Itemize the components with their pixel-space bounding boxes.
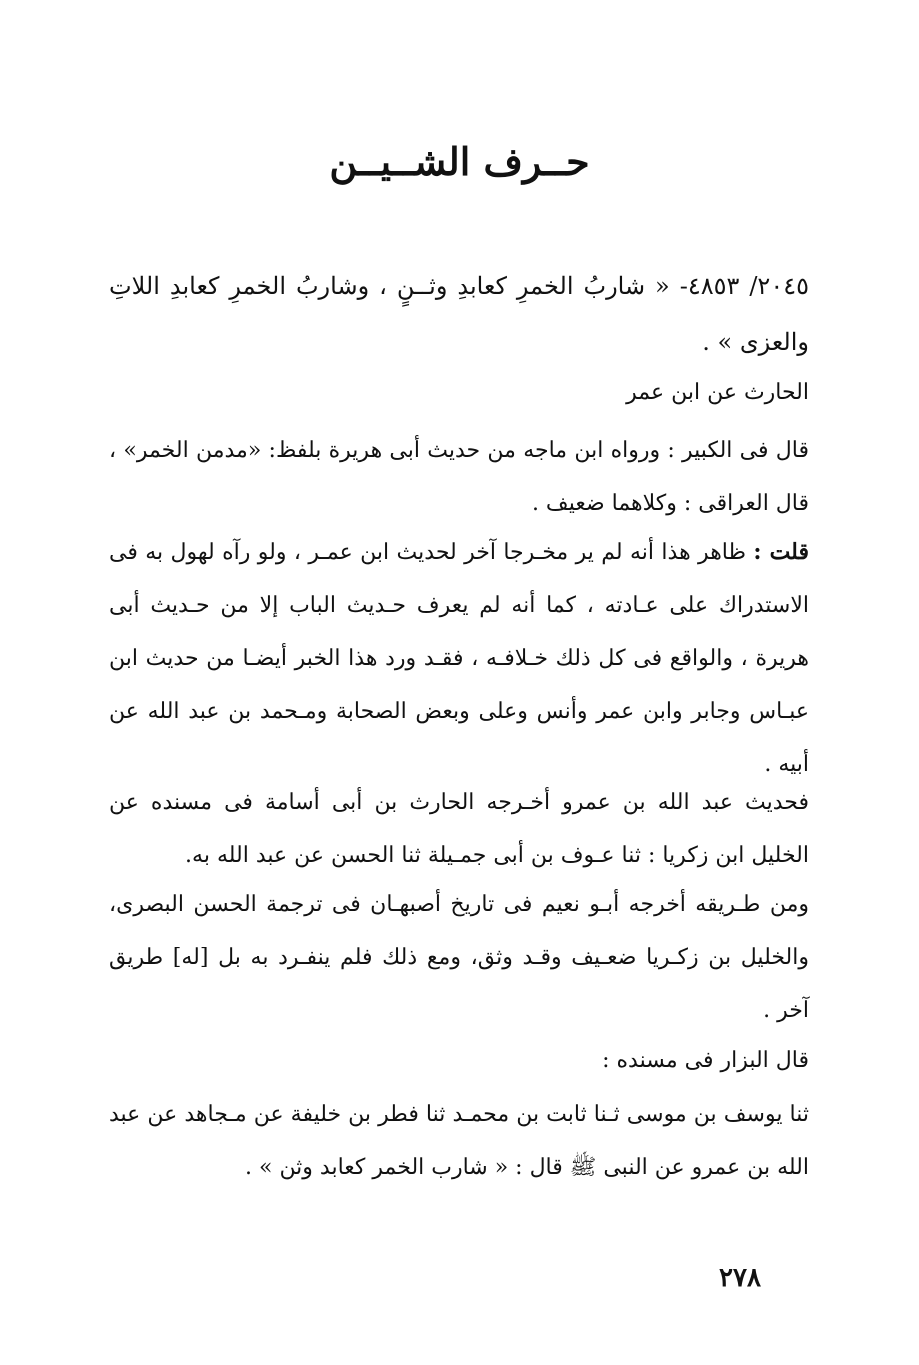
qult-lead: قلت : [753,539,809,565]
kabir-paragraph: قال فى الكبير : ورواه ابن ماجه من حديث أبى هريرة بلفظ: «مدمن الخمر» ، قال العراقى : وكلاهما ضعيف . [109,438,809,516]
isnad-paragraph: ثنا يوسف بن موسى ثـنا ثابت بن محمـد ثنا فطر بن خليفة عن مـجاهد عن عبد الله بن عمرو عن النبى ﷺ قال : « شارب الخمر كعابد وثن » . [109,1102,809,1180]
tariq-paragraph: ومن طـريقه أخرجه أبـو نعيم فى تاريخ أصبهـان فى ترجمة الحسن البصرى، والخليل بن زكـريا ضعـيف وقـد وثق، ومع ذلك فلم ينفـرد به بل [له] طريق آخر . [109,892,809,1023]
hadith-source: الحارث عن ابن عمر [626,380,809,405]
qult-paragraph [109,526,809,791]
hadith-number: ٢٠٤٥/ ٤٨٥٣- [679,272,809,300]
hadith-text: « شاربُ الخمرِ كعابدِ وثــنٍ ، وشاربُ الخمرِ كعابدِ اللاتِ والعزى » . [109,272,809,356]
hadith-entry [109,258,809,370]
chapter-title: حــرف الشــيــن [329,139,590,184]
bazzar-label: قال البزار فى مسنده : [602,1048,809,1073]
fahadith-paragraph: فحديث عبد الله بن عمرو أخـرجه الحارث بن أبى أسامة فى مسنده عن الخليل ابن زكريا : ثنا عـوف بن أبى جمـيلة ثنا الحسن عن عبد الله به. [109,790,809,868]
page-number: ٢٧٨ [719,1263,761,1293]
qult-text: ظاهر هذا أنه لم ير مخـرجا آخر لحديث ابن عمـر ، ولو رآه لهول به فى الاستدراك على عـادته ، كما أنه لم يعرف حـديث الباب إلا من حـديث أبى هريرة ، والواقع فى كل ذلك خـلافـه ، فقـد ورد هذا الخبر أيضـا من حديث ابن عبـاس وجابر وابن عمر وأنس وعلى وبعض الصحابة ومـحمد بن عبد الله عن أبيه . [109,540,809,777]
